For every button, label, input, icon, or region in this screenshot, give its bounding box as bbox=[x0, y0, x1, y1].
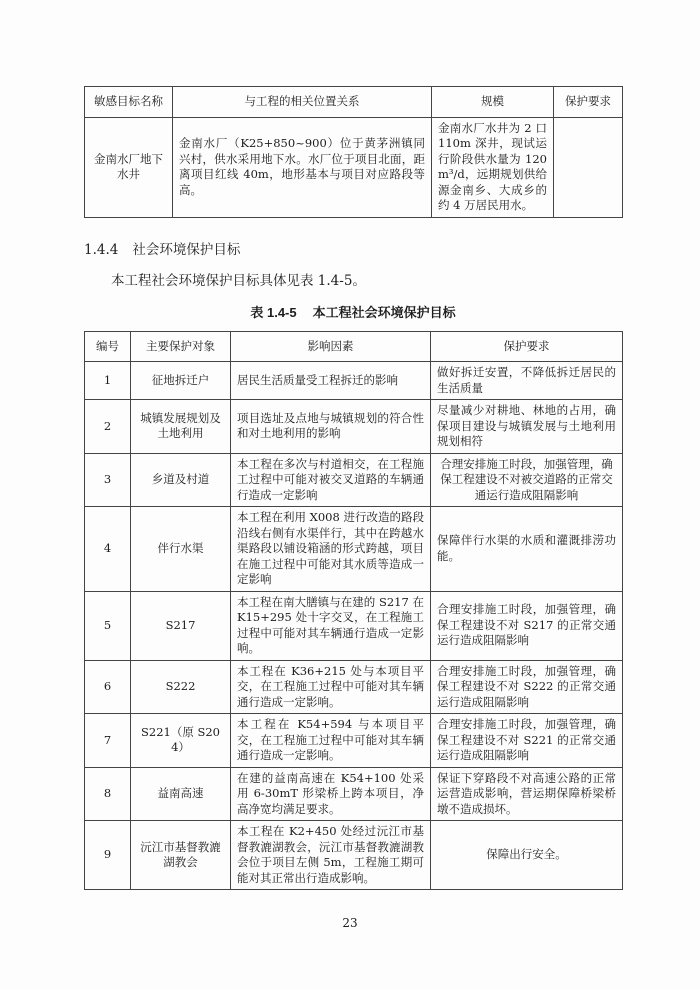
column-header-name: 敏感目标名称 bbox=[85, 87, 173, 118]
table-row bbox=[85, 362, 623, 400]
cell-target: 征地拆迁户 bbox=[131, 362, 231, 400]
column-header-no: 编号 bbox=[85, 331, 131, 362]
cell-requirement: 保障伴行水渠的水质和灌溉排涝功能。 bbox=[431, 507, 623, 592]
cell-factor: 居民生活质量受工程拆迁的影响 bbox=[231, 362, 431, 400]
cell-factor: 本工程在南大膳镇与在建的 S217 在 K15+295 处十字交叉，在工程施工过程中可能对其车辆通行造成一定影响。 bbox=[231, 591, 431, 660]
cell-target: 城镇发展规划及土地利用 bbox=[131, 400, 231, 454]
table-row bbox=[85, 714, 623, 768]
cell-target-name: 金南水厂地下水井 bbox=[85, 117, 173, 217]
column-header-target: 主要保护对象 bbox=[131, 331, 231, 362]
cell-no: 7 bbox=[85, 714, 131, 768]
table-caption-label: 表 1.4-5 bbox=[250, 304, 297, 320]
cell-target: 沅江市基督教漉湖教会 bbox=[131, 821, 231, 890]
sensitive-target-table bbox=[84, 86, 623, 218]
column-header-relation: 与工程的相关位置关系 bbox=[173, 87, 432, 118]
cell-no: 3 bbox=[85, 453, 131, 507]
cell-factor: 在建的益南高速在 K54+100 处采用 6-30mT 形梁桥上跨本项目，净高净宽均满足要求。 bbox=[231, 767, 431, 821]
cell-target: 乡道及村道 bbox=[131, 453, 231, 507]
table-caption bbox=[84, 304, 622, 322]
cell-no: 1 bbox=[85, 362, 131, 400]
cell-factor: 本工程在 K2+450 处经过沅江市基督教漉湖教会，沅江市基督教漉湖教会位于项目左侧 5m，工程施工期可能对其正常出行造成影响。 bbox=[231, 821, 431, 890]
cell-no: 5 bbox=[85, 591, 131, 660]
table-row bbox=[85, 660, 623, 714]
cell-no: 4 bbox=[85, 507, 131, 592]
body-paragraph: 本工程社会环境保护目标具体见表 1.4-5。 bbox=[111, 272, 366, 289]
page-content bbox=[84, 86, 622, 890]
cell-factor: 本工程在 K54+594 与本项目平交，在工程施工过程中可能对其车辆通行造成一定影响。 bbox=[231, 714, 431, 768]
cell-factor: 本工程在多次与村道相交，在工程施工过程中可能对被交叉道路的车辆通行造成一定影响 bbox=[231, 453, 431, 507]
cell-factor: 本工程在 K36+215 处与本项目平交，在工程施工过程中可能对其车辆通行造成一定影响。 bbox=[231, 660, 431, 714]
section-title: 社会环境保护目标 bbox=[132, 241, 241, 258]
table-row bbox=[85, 117, 623, 217]
table-header-row bbox=[85, 87, 623, 118]
table-row bbox=[85, 453, 623, 507]
cell-factor: 项目选址及点地与城镇规划的符合性和对土地利用的影响 bbox=[231, 400, 431, 454]
cell-no: 6 bbox=[85, 660, 131, 714]
cell-scale: 金南水厂水井为 2 口110m 深井，现试运行阶段供水量为 120m³/d，远期规划供给源金南乡、大成乡的约 4 万居民用水。 bbox=[432, 117, 554, 217]
column-header-requirement: 保护要求 bbox=[431, 331, 623, 362]
cell-target: 伴行水渠 bbox=[131, 507, 231, 592]
cell-relation: 金南水厂（K25+850~900）位于黄茅洲镇同兴村，供水采用地下水。水厂位于项目北面，距离项目红线 40m，地形基本与项目对应路段等高。 bbox=[173, 117, 432, 217]
table-row bbox=[85, 767, 623, 821]
cell-requirement: 做好拆迁安置，不降低拆迁居民的生活质量 bbox=[431, 362, 623, 400]
section-heading bbox=[84, 240, 622, 260]
table-row bbox=[85, 591, 623, 660]
cell-requirement: 尽量减少对耕地、林地的占用，确保项目建设与城镇发展与土地利用规划相符 bbox=[431, 400, 623, 454]
cell-requirement: 保证下穿路段不对高速公路的正常运营造成影响，营运期保障桥梁桥墩不造成损坏。 bbox=[431, 767, 623, 821]
column-header-factor: 影响因素 bbox=[231, 331, 431, 362]
table-header-row bbox=[85, 331, 623, 362]
cell-factor: 本工程在利用 X008 进行改造的路段沿线右侧有水渠伴行，其中在跨越水渠路段以铺设箱涵的形式跨越，项目在施工过程中可能对其水质等造成一定影响 bbox=[231, 507, 431, 592]
cell-target: S222 bbox=[131, 660, 231, 714]
cell-target: S221（原 S204） bbox=[131, 714, 231, 768]
social-protection-table bbox=[84, 331, 623, 891]
table-row bbox=[85, 400, 623, 454]
cell-target: 益南高速 bbox=[131, 767, 231, 821]
cell-no: 9 bbox=[85, 821, 131, 890]
cell-requirement: 合理安排施工时段，加强管理，确保工程建设不对 S221 的正常交通运行造成阻隔影响 bbox=[431, 714, 623, 768]
column-header-requirement: 保护要求 bbox=[554, 87, 623, 118]
cell-no: 8 bbox=[85, 767, 131, 821]
table-row bbox=[85, 507, 623, 592]
cell-target: S217 bbox=[131, 591, 231, 660]
table-caption-title: 本工程社会环境保护目标 bbox=[312, 304, 456, 320]
column-header-scale: 规模 bbox=[432, 87, 554, 118]
cell-requirement: 合理安排施工时段，加强管理，确保工程建设不对被交道路的正常交通运行造成阻隔影响 bbox=[431, 453, 623, 507]
cell-requirement: 合理安排施工时段，加强管理，确保工程建设不对 S217 的正常交通运行造成阻隔影响 bbox=[431, 591, 623, 660]
cell-requirement bbox=[554, 117, 623, 217]
section-number: 1.4.4 bbox=[84, 241, 119, 258]
table-row bbox=[85, 821, 623, 890]
cell-requirement: 保障出行安全。 bbox=[431, 821, 623, 890]
cell-no: 2 bbox=[85, 400, 131, 454]
page-number: 23 bbox=[342, 916, 358, 930]
cell-requirement: 合理安排施工时段，加强管理，确保工程建设不对 S222 的正常交通运行造成阻隔影响 bbox=[431, 660, 623, 714]
